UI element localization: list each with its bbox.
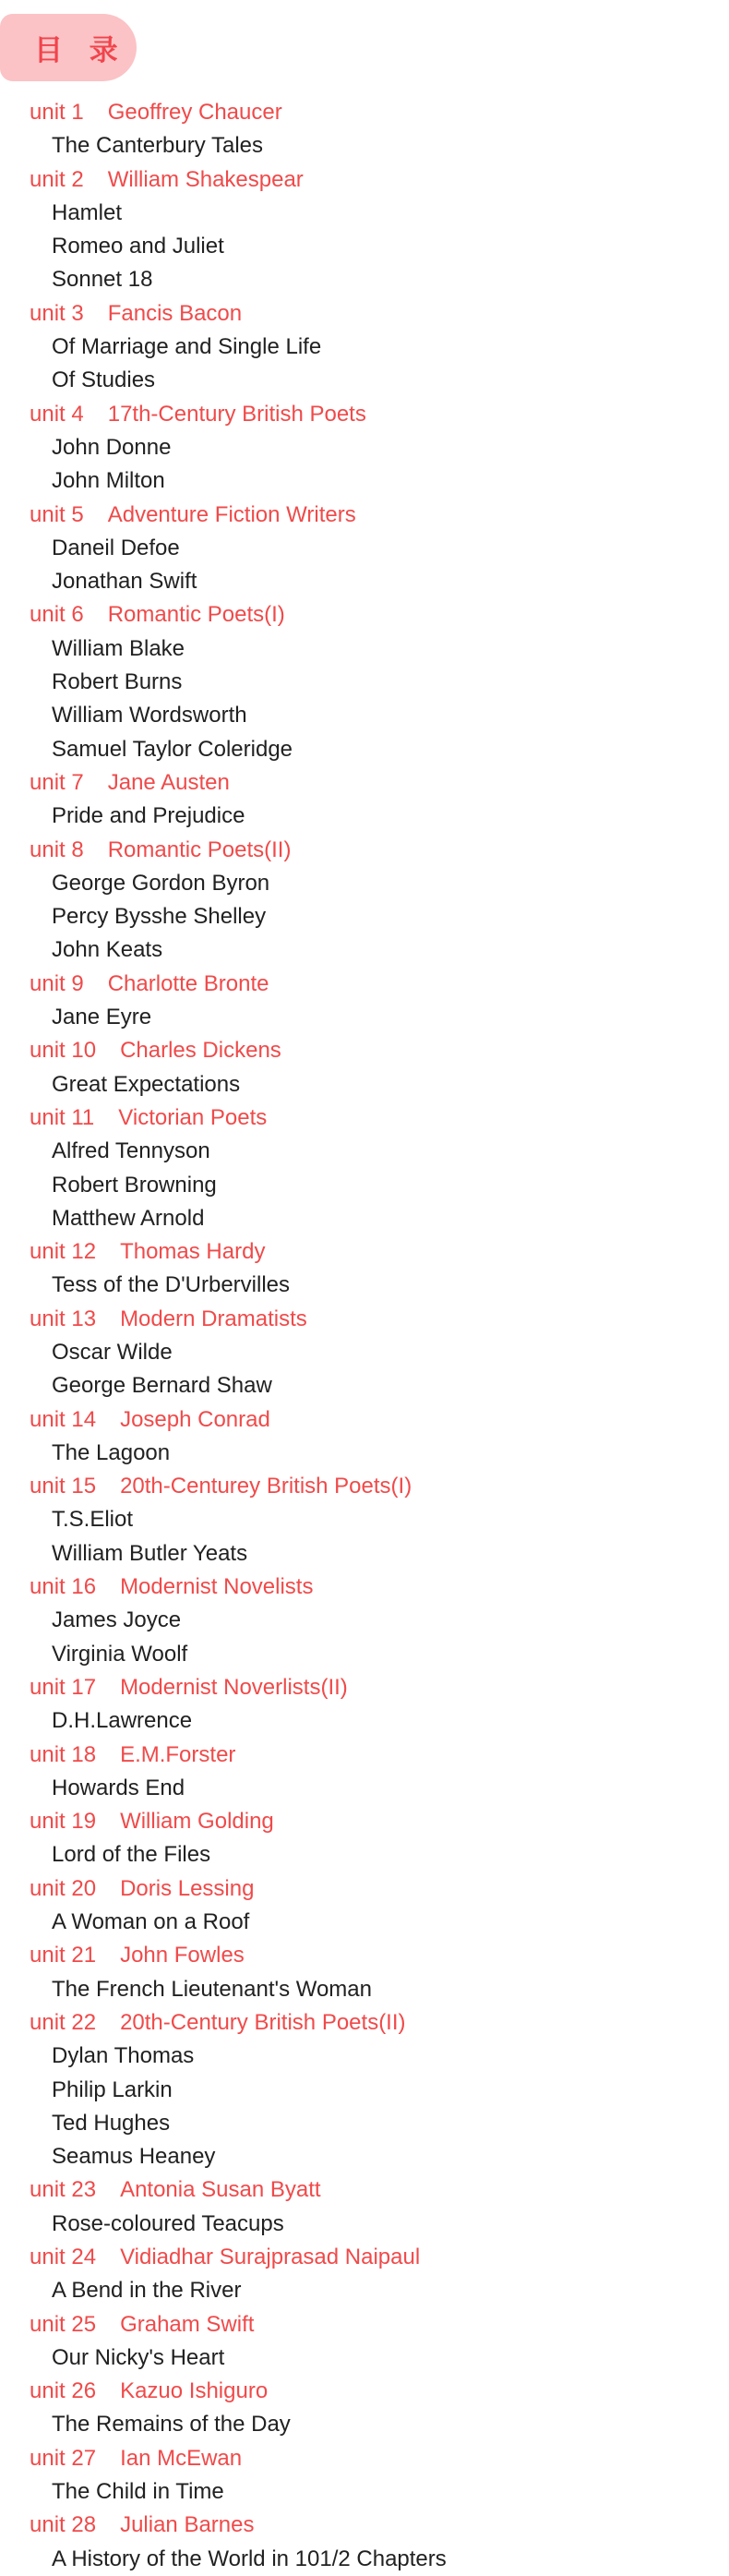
unit-number-label: unit 18 bbox=[30, 1741, 97, 1767]
unit-number-label: unit 27 bbox=[30, 2445, 97, 2471]
toc-unit-line bbox=[0, 1939, 729, 1972]
toc-work-line: John Milton bbox=[52, 468, 165, 494]
unit-number-label: unit 5 bbox=[30, 501, 84, 527]
toc-work-line: Percy Bysshe Shelley bbox=[52, 904, 267, 930]
toc-work-line: Our Nicky's Heart bbox=[52, 2344, 225, 2370]
toc-unit-line bbox=[0, 163, 729, 197]
unit-number-label: unit 7 bbox=[30, 769, 84, 795]
toc-unit-line bbox=[0, 1034, 729, 1067]
toc-work-line: William Butler Yeats bbox=[52, 1540, 248, 1566]
toc-work-line: Jonathan Swift bbox=[52, 569, 197, 595]
unit-number-label: unit 2 bbox=[30, 166, 84, 192]
toc-work-line: William Blake bbox=[52, 635, 185, 661]
toc-work-line: Tess of the D'Urbervilles bbox=[52, 1272, 290, 1298]
toc-unit-line bbox=[0, 1805, 729, 1838]
toc-work-line: Samuel Taylor Coleridge bbox=[52, 736, 293, 762]
unit-number-label: unit 24 bbox=[30, 2245, 97, 2269]
toc-work-line: Hamlet bbox=[52, 199, 123, 225]
toc-work-line: D.H.Lawrence bbox=[52, 1708, 193, 1734]
toc-work-line: Matthew Arnold bbox=[52, 1205, 205, 1231]
unit-number-label: unit 4 bbox=[30, 401, 84, 427]
unit-author-label: Modernist Novelists bbox=[120, 1574, 314, 1600]
toc-unit-line bbox=[0, 1303, 729, 1336]
toc-work-line: Virginia Woolf bbox=[52, 1641, 188, 1667]
toc-title-badge bbox=[0, 14, 137, 81]
toc-list bbox=[0, 96, 729, 2576]
unit-author-label: Jane Austen bbox=[107, 769, 230, 795]
unit-number-label: unit 16 bbox=[30, 1574, 97, 1600]
unit-author-label: Graham Swift bbox=[120, 2311, 255, 2337]
toc-work-line: The French Lieutenant's Woman bbox=[52, 1976, 372, 2002]
toc-work-line: The Lagoon bbox=[52, 1439, 171, 1465]
toc-work-line: John Donne bbox=[52, 434, 172, 460]
unit-number-label: unit 8 bbox=[30, 837, 84, 862]
unit-number-label: unit 15 bbox=[30, 1474, 97, 1499]
unit-author-label: Joseph Conrad bbox=[120, 1406, 270, 1432]
toc-unit-line bbox=[0, 1470, 729, 1503]
unit-number-label: unit 25 bbox=[30, 2311, 97, 2337]
unit-author-label: Modernist Noverlists(II) bbox=[120, 1674, 348, 1700]
toc-unit-line bbox=[0, 766, 729, 800]
toc-unit-line bbox=[0, 2509, 729, 2542]
toc-unit-line bbox=[0, 398, 729, 431]
toc-work-line: Robert Burns bbox=[52, 669, 183, 695]
toc-unit-line bbox=[0, 2308, 729, 2341]
toc-unit-line bbox=[0, 598, 729, 632]
unit-number-label: unit 3 bbox=[30, 300, 84, 326]
unit-author-label: William Shakespear bbox=[107, 166, 304, 192]
toc-unit-line bbox=[0, 2173, 729, 2207]
toc-work-line: Romeo and Juliet bbox=[52, 234, 224, 259]
toc-work-line: James Joyce bbox=[52, 1607, 182, 1633]
toc-unit-line bbox=[0, 2241, 729, 2274]
unit-number-label: unit 13 bbox=[30, 1306, 97, 1331]
unit-number-label: unit 20 bbox=[30, 1875, 97, 1901]
toc-unit-line bbox=[0, 834, 729, 867]
toc-unit-line bbox=[0, 1571, 729, 1604]
unit-author-label: Adventure Fiction Writers bbox=[107, 501, 356, 527]
toc-unit-line bbox=[0, 1671, 729, 1704]
unit-author-label: Charles Dickens bbox=[120, 1038, 281, 1064]
toc-unit-line bbox=[0, 499, 729, 532]
toc-work-line: Dylan Thomas bbox=[52, 2043, 195, 2069]
unit-number-label: unit 14 bbox=[30, 1406, 97, 1432]
toc-work-line: The Child in Time bbox=[52, 2479, 224, 2505]
toc-work-line: John Keats bbox=[52, 937, 163, 963]
toc-work-line: Daneil Defoe bbox=[52, 535, 180, 560]
unit-number-label: unit 21 bbox=[30, 1943, 97, 1968]
unit-number-label: unit 23 bbox=[30, 2177, 97, 2203]
toc-work-line: Great Expectations bbox=[52, 1071, 241, 1097]
unit-author-label: Romantic Poets(II) bbox=[107, 837, 292, 862]
unit-number-label: unit 12 bbox=[30, 1239, 97, 1265]
toc-work-line: The Canterbury Tales bbox=[52, 133, 264, 159]
toc-work-line: Ted Hughes bbox=[52, 2110, 171, 2136]
toc-unit-line bbox=[0, 1235, 729, 1269]
toc-unit-line bbox=[0, 1872, 729, 1906]
toc-work-line: Sonnet 18 bbox=[52, 267, 153, 293]
toc-unit-line bbox=[0, 96, 729, 129]
unit-author-label: Doris Lessing bbox=[120, 1875, 255, 1901]
toc-unit-line bbox=[0, 2006, 729, 2040]
unit-number-label: unit 17 bbox=[30, 1674, 97, 1700]
toc-unit-line bbox=[0, 968, 729, 1001]
toc-work-line: Lord of the Files bbox=[52, 1842, 211, 1868]
unit-number-label: unit 1 bbox=[30, 100, 84, 125]
unit-author-label: Fancis Bacon bbox=[107, 300, 243, 326]
unit-number-label: unit 10 bbox=[30, 1038, 97, 1064]
toc-work-line: Alfred Tennyson bbox=[52, 1138, 210, 1164]
toc-unit-line bbox=[0, 2375, 729, 2408]
toc-work-line: William Wordsworth bbox=[52, 703, 247, 728]
toc-work-line: The Remains of the Day bbox=[52, 2412, 291, 2438]
toc-work-line: T.S.Eliot bbox=[52, 1507, 134, 1533]
unit-number-label: unit 26 bbox=[30, 2378, 97, 2404]
unit-author-label: Romantic Poets(I) bbox=[107, 602, 285, 628]
toc-work-line: Jane Eyre bbox=[52, 1005, 152, 1030]
unit-author-label: Modern Dramatists bbox=[120, 1306, 307, 1331]
unit-author-label: Kazuo Ishiguro bbox=[120, 2378, 269, 2404]
unit-number-label: unit 19 bbox=[30, 1809, 97, 1835]
unit-number-label: unit 9 bbox=[30, 970, 84, 996]
toc-work-line: Pride and Prejudice bbox=[52, 803, 245, 829]
unit-author-label: 20th-Century British Poets(II) bbox=[120, 2009, 406, 2035]
toc-work-line: A History of the World in 101/2 Chapters bbox=[52, 2546, 447, 2571]
unit-author-label: Thomas Hardy bbox=[120, 1239, 266, 1265]
toc-work-line: Seamus Heaney bbox=[52, 2144, 216, 2170]
toc-work-line: Oscar Wilde bbox=[52, 1339, 173, 1365]
toc-unit-line bbox=[0, 297, 729, 331]
unit-author-label: Victorian Poets bbox=[118, 1104, 268, 1130]
unit-author-label: Ian McEwan bbox=[120, 2445, 243, 2471]
unit-number-label: unit 11 bbox=[30, 1104, 95, 1130]
toc-unit-line bbox=[0, 1739, 729, 1772]
unit-number-label: unit 28 bbox=[30, 2512, 97, 2538]
toc-work-line: Robert Browning bbox=[52, 1172, 217, 1198]
toc-title-label: 目 录 bbox=[34, 34, 127, 66]
unit-author-label: Charlotte Bronte bbox=[107, 970, 269, 996]
toc-unit-line bbox=[0, 1403, 729, 1437]
unit-author-label: John Fowles bbox=[120, 1943, 245, 1968]
unit-author-label: William Golding bbox=[120, 1809, 274, 1835]
unit-author-label: Antonia Susan Byatt bbox=[120, 2177, 321, 2203]
toc-work-line: Rose-coloured Teacups bbox=[52, 2210, 284, 2236]
unit-author-label: Julian Barnes bbox=[120, 2512, 255, 2538]
toc-work-line: Philip Larkin bbox=[52, 2076, 173, 2102]
toc-work-line: George Bernard Shaw bbox=[52, 1373, 272, 1399]
unit-author-label: E.M.Forster bbox=[120, 1741, 236, 1767]
unit-number-label: unit 6 bbox=[30, 602, 84, 628]
toc-work-line: Howards End bbox=[52, 1775, 185, 1800]
unit-author-label: 20th-Centurey British Poets(I) bbox=[120, 1474, 412, 1499]
toc-work-line: A Woman on a Roof bbox=[52, 1909, 250, 1935]
toc-unit-line bbox=[0, 2442, 729, 2475]
unit-author-label: Geoffrey Chaucer bbox=[107, 100, 282, 125]
toc-work-line: A Bend in the River bbox=[52, 2278, 242, 2304]
toc-work-line: George Gordon Byron bbox=[52, 870, 270, 896]
unit-author-label: Vidiadhar Surajprasad Naipaul bbox=[120, 2245, 421, 2269]
toc-work-line: Of Studies bbox=[52, 367, 156, 393]
unit-number-label: unit 22 bbox=[30, 2009, 97, 2035]
toc-unit-line bbox=[0, 1101, 729, 1135]
toc-work-line: Of Marriage and Single Life bbox=[52, 334, 322, 360]
unit-author-label: 17th-Century British Poets bbox=[107, 401, 366, 427]
